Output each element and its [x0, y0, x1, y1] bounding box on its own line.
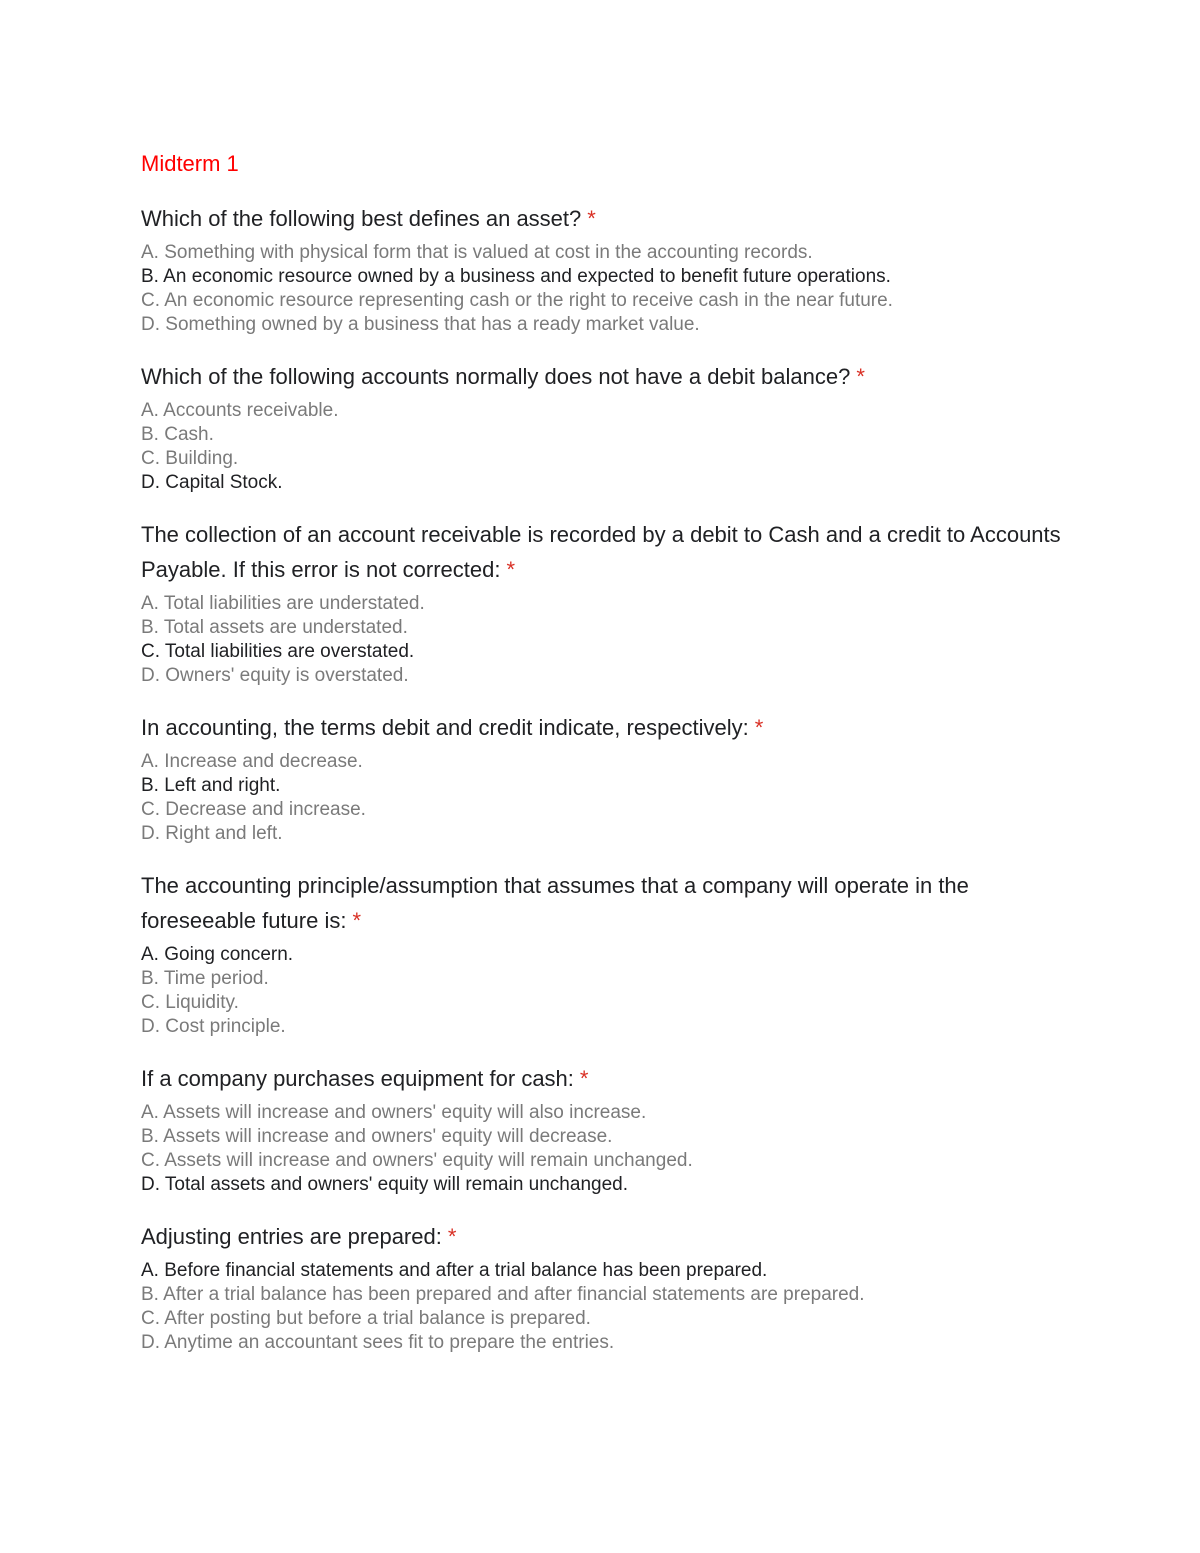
- answer-option: D. Cost principle.: [141, 1016, 286, 1037]
- question-label: Adjusting entries are prepared:: [141, 1224, 442, 1249]
- question-text: [141, 359, 1061, 394]
- answer-option: C. Liquidity.: [141, 992, 239, 1013]
- answer-option: A. Total liabilities are understated.: [141, 593, 425, 614]
- answer-options: [141, 1259, 1061, 1355]
- question-label: In accounting, the terms debit and credit indicate, respectively:: [141, 715, 749, 740]
- answer-options: [141, 943, 1061, 1039]
- required-asterisk: *: [506, 557, 516, 582]
- answer-option-selected: B. Left and right.: [141, 775, 281, 796]
- question-text: [141, 710, 1061, 745]
- document-page: [141, 150, 1061, 1377]
- question-block: [141, 517, 1061, 688]
- answer-option-selected: A. Going concern.: [141, 944, 294, 965]
- answer-option: D. Something owned by a business that has a ready market value.: [141, 314, 700, 335]
- question-block: [141, 868, 1061, 1039]
- question-label: The collection of an account receivable is recorded by a debit to Cash and a credit to Accounts Payable. If this error is not corrected:: [141, 522, 1061, 582]
- answer-option: A. Increase and decrease.: [141, 751, 363, 772]
- answer-option: C. After posting but before a trial balance is prepared.: [141, 1308, 591, 1329]
- question-block: [141, 1219, 1061, 1355]
- answer-option-selected: A. Before financial statements and after a trial balance has been prepared.: [141, 1260, 768, 1281]
- question-block: [141, 359, 1061, 495]
- question-label: If a company purchases equipment for cash:: [141, 1066, 574, 1091]
- answer-options: [141, 750, 1061, 846]
- question-block: [141, 710, 1061, 846]
- answer-option: D. Right and left.: [141, 823, 283, 844]
- answer-option: D. Anytime an accountant sees fit to prepare the entries.: [141, 1332, 615, 1353]
- answer-option-selected: B. An economic resource owned by a business and expected to benefit future operations.: [141, 266, 891, 287]
- answer-option: C. Decrease and increase.: [141, 799, 366, 820]
- question-text: [141, 517, 1061, 587]
- required-asterisk: *: [587, 206, 596, 231]
- answer-option-selected: D. Capital Stock.: [141, 472, 283, 493]
- answer-option: C. An economic resource representing cash or the right to receive cash in the near future.: [141, 290, 893, 311]
- required-asterisk: *: [447, 1224, 457, 1249]
- page-title: Midterm 1: [141, 151, 239, 176]
- answer-option: B. Cash.: [141, 424, 214, 445]
- question-block: [141, 201, 1061, 337]
- question-text: [141, 201, 1061, 236]
- answer-options: [141, 399, 1061, 495]
- answer-option-selected: C. Total liabilities are overstated.: [141, 641, 415, 662]
- answer-option: B. After a trial balance has been prepared and after financial statements are prepared.: [141, 1284, 865, 1305]
- question-list: [141, 201, 1061, 1355]
- answer-options: [141, 241, 1061, 337]
- required-asterisk: *: [856, 364, 865, 389]
- question-text: [141, 1219, 1061, 1254]
- answer-option-selected: D. Total assets and owners' equity will remain unchanged.: [141, 1174, 628, 1195]
- answer-option: D. Owners' equity is overstated.: [141, 665, 409, 686]
- required-asterisk: *: [352, 908, 362, 933]
- question-label: Which of the following accounts normally does not have a debit balance?: [141, 364, 851, 389]
- answer-option: B. Assets will increase and owners' equity will decrease.: [141, 1126, 613, 1147]
- answer-options: [141, 1101, 1061, 1197]
- question-label: Which of the following best defines an asset?: [141, 206, 582, 231]
- question-block: [141, 1061, 1061, 1197]
- question-label: The accounting principle/assumption that assumes that a company will operate in the foreseeable future is:: [141, 873, 969, 933]
- answer-option: C. Assets will increase and owners' equity will remain unchanged.: [141, 1150, 693, 1171]
- answer-option: A. Accounts receivable.: [141, 400, 339, 421]
- question-text: [141, 1061, 1061, 1096]
- answer-option: B. Total assets are understated.: [141, 617, 408, 638]
- answer-option: A. Something with physical form that is valued at cost in the accounting records.: [141, 242, 813, 263]
- required-asterisk: *: [579, 1066, 589, 1091]
- answer-option: C. Building.: [141, 448, 239, 469]
- question-text: [141, 868, 1061, 938]
- answer-options: [141, 592, 1061, 688]
- required-asterisk: *: [754, 715, 764, 740]
- answer-option: A. Assets will increase and owners' equity will also increase.: [141, 1102, 647, 1123]
- answer-option: B. Time period.: [141, 968, 269, 989]
